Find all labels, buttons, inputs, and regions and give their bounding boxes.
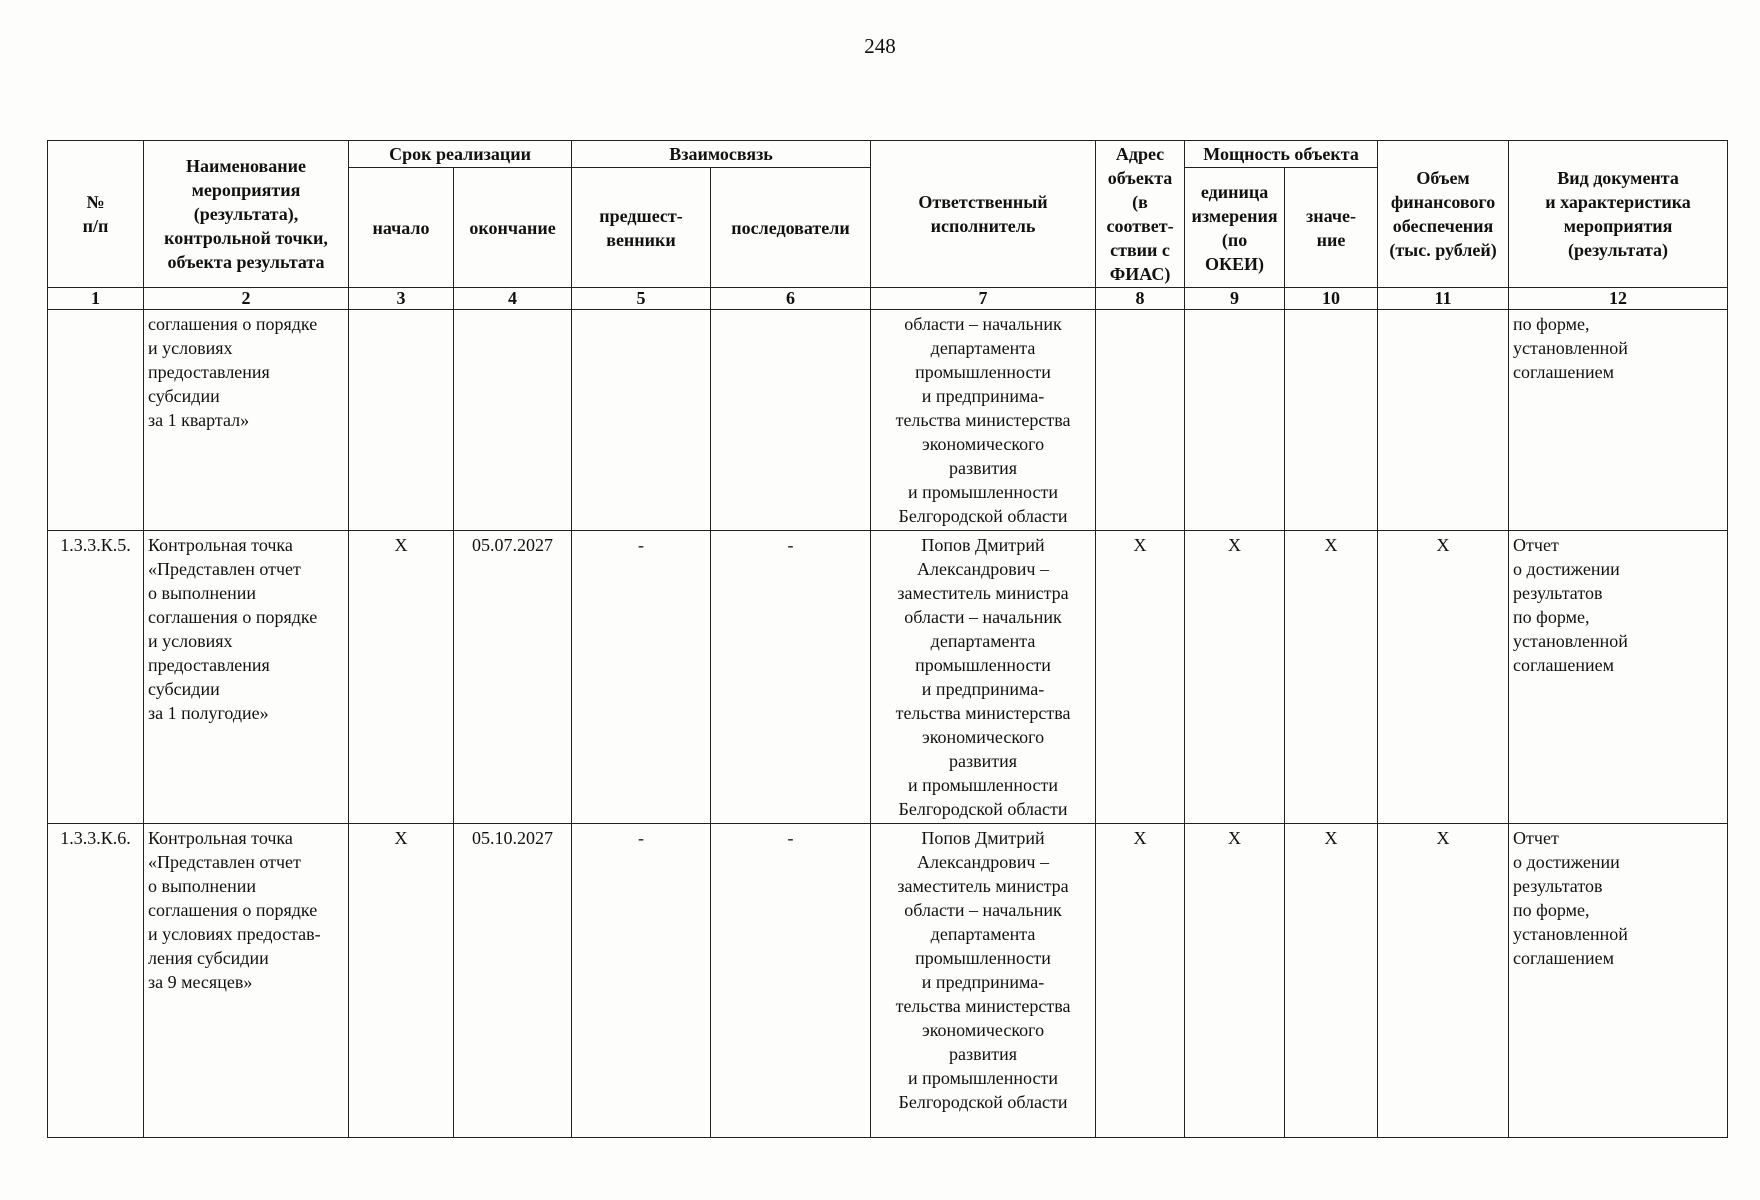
plan-table — [47, 140, 1728, 1138]
row-responsible: Попов Дмитрий Александрович – заместитель министра области – начальник департамента промышленности и предпринима- тельства министерства экономического развития и промышленности Белгородской области — [871, 531, 1096, 824]
column-number: 5 — [572, 288, 711, 310]
header-address: Адрес объекта (в соответ- ствии с ФИАС) — [1096, 141, 1185, 288]
column-number: 12 — [1509, 288, 1728, 310]
row-predecessors: - — [572, 531, 711, 824]
header-responsible: Ответственный исполнитель — [871, 141, 1096, 288]
column-number: 7 — [871, 288, 1096, 310]
column-number: 6 — [711, 288, 871, 310]
header-unit: единица измерения (по ОКЕИ) — [1185, 168, 1285, 288]
page-number: 248 — [864, 34, 896, 58]
table-row — [48, 531, 1728, 824]
column-number: 10 — [1285, 288, 1378, 310]
header-value: значе- ние — [1285, 168, 1378, 288]
table-body — [48, 310, 1728, 1138]
row-end — [454, 310, 572, 531]
table-row — [48, 824, 1728, 1138]
column-number: 9 — [1185, 288, 1285, 310]
header-term-group: Срок реализации — [349, 141, 572, 168]
column-number: 11 — [1378, 288, 1509, 310]
row-successors — [711, 310, 871, 531]
row-start: Х — [349, 531, 454, 824]
row-address: Х — [1096, 824, 1185, 1138]
column-number: 8 — [1096, 288, 1185, 310]
row-unit: Х — [1185, 824, 1285, 1138]
row-start: Х — [349, 824, 454, 1138]
row-name: Контрольная точка «Представлен отчет о выполнении соглашения о порядке и условиях предоставления субсидии за 1 полугодие» — [144, 531, 349, 824]
column-number: 2 — [144, 288, 349, 310]
header-successors: последователи — [711, 168, 871, 288]
row-responsible: Попов Дмитрий Александрович – заместитель министра области – начальник департамента промышленности и предпринима- тельства министерства экономического развития и промышленности Белгородской области — [871, 824, 1096, 1138]
row-finance: Х — [1378, 531, 1509, 824]
header-number: № п/п — [48, 141, 144, 288]
table-header — [48, 141, 1728, 310]
row-number: 1.3.3.К.6. — [48, 824, 144, 1138]
row-value: Х — [1285, 531, 1378, 824]
row-document: Отчет о достижении результатов по форме, установленной соглашением — [1509, 824, 1728, 1138]
column-number: 4 — [454, 288, 572, 310]
header-document: Вид документа и характеристика мероприятия (результата) — [1509, 141, 1728, 288]
header-predecessors: предшест- венники — [572, 168, 711, 288]
row-unit: Х — [1185, 531, 1285, 824]
row-document: Отчет о достижении результатов по форме, установленной соглашением — [1509, 531, 1728, 824]
column-number: 3 — [349, 288, 454, 310]
row-successors: - — [711, 824, 871, 1138]
header-name: Наименование мероприятия (результата), контрольной точки, объекта результата — [144, 141, 349, 288]
header-end: окончание — [454, 168, 572, 288]
row-name: соглашения о порядке и условиях предоставления субсидии за 1 квартал» — [144, 310, 349, 531]
row-number — [48, 310, 144, 531]
row-name: Контрольная точка «Представлен отчет о выполнении соглашения о порядке и условиях предостав- ления субсидии за 9 месяцев» — [144, 824, 349, 1138]
header-link-group: Взаимосвязь — [572, 141, 871, 168]
table-row — [48, 310, 1728, 531]
row-address: Х — [1096, 531, 1185, 824]
row-finance — [1378, 310, 1509, 531]
row-responsible: области – начальник департамента промышленности и предпринима- тельства министерства экономического развития и промышленности Белгородской области — [871, 310, 1096, 531]
row-end: 05.07.2027 — [454, 531, 572, 824]
row-finance: Х — [1378, 824, 1509, 1138]
header-capacity-group: Мощность объекта — [1185, 141, 1378, 168]
row-value: Х — [1285, 824, 1378, 1138]
row-unit — [1185, 310, 1285, 531]
header-finance: Объем финансового обеспечения (тыс. рублей) — [1378, 141, 1509, 288]
row-predecessors: - — [572, 824, 711, 1138]
column-number-row — [48, 288, 1728, 310]
row-predecessors — [572, 310, 711, 531]
row-number: 1.3.3.К.5. — [48, 531, 144, 824]
column-number: 1 — [48, 288, 144, 310]
header-start: начало — [349, 168, 454, 288]
row-document: по форме, установленной соглашением — [1509, 310, 1728, 531]
row-address — [1096, 310, 1185, 531]
row-successors: - — [711, 531, 871, 824]
row-start — [349, 310, 454, 531]
row-end: 05.10.2027 — [454, 824, 572, 1138]
row-value — [1285, 310, 1378, 531]
